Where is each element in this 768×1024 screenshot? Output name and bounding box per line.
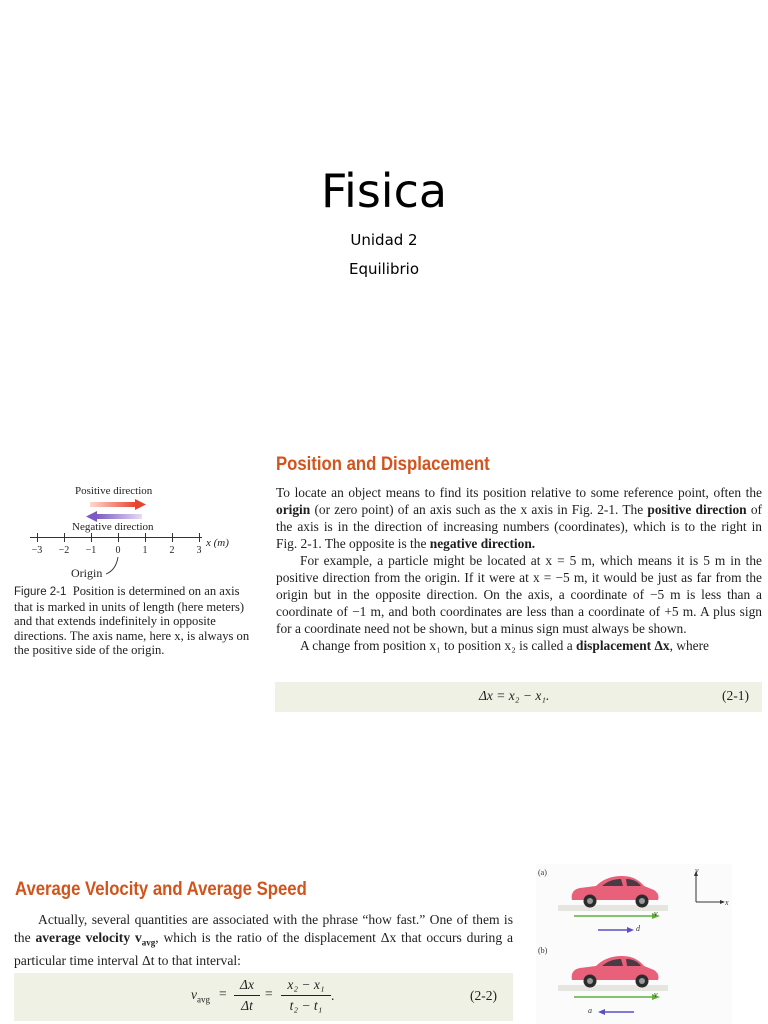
axis-tick-label: 0: [115, 545, 121, 556]
term-negative-direction: negative direction.: [429, 536, 536, 551]
displacement-label-a: d: [636, 924, 640, 933]
axis-tick-label: −2: [58, 545, 70, 556]
velocity-arrow-b-icon: [574, 992, 660, 1002]
axis-tick: [91, 533, 92, 542]
equation-lhs: $v_{avg}$: [191, 987, 210, 1005]
velocity-label-a: v: [654, 909, 658, 918]
velocity-label-b: v: [654, 990, 658, 999]
axis-tick-label: 1: [142, 545, 148, 556]
negative-direction-label: Negative direction: [72, 521, 154, 533]
equation-number: (2-2): [470, 988, 497, 1003]
fraction2-numerator: x₂ − x₁: [287, 977, 325, 992]
velocity-body-text: [14, 911, 513, 969]
position-axis: [30, 537, 202, 538]
section-heading-velocity: Average Velocity and Average Speed: [15, 879, 307, 900]
term-origin: origin: [276, 502, 311, 517]
axis-name-label: x (m): [206, 537, 229, 549]
axis-tick: [37, 533, 38, 542]
fraction1-denominator: Δt: [241, 998, 253, 1013]
axis-tick-label: 3: [196, 545, 202, 556]
fraction1-numerator: Δx: [240, 977, 254, 992]
section-heading-position: Position and Displacement: [276, 454, 490, 475]
fraction2-denominator: t₂ − t₁: [289, 998, 323, 1013]
positive-direction-arrow-icon: [90, 499, 146, 511]
y-axis-label: y: [695, 866, 699, 875]
paragraph: For example, a particle might be located at x = 5 m, which means it is 5 m in the positive direction from the origin. If it were at x = −5 m, it would be just as far from the origin but in the opposite direction. On the axis, a coordinate of −5 m is less than a coordinate of −1 m, and both coordinates are less than a coordinate of +5 m. A plus sign for a coordinate need not be shown, but a minus sign must always be shown.: [276, 553, 762, 636]
origin-pointer-icon: [104, 556, 122, 576]
acceleration-arrow-b-icon: [598, 1008, 634, 1016]
displacement-arrow-a-icon: [598, 926, 634, 934]
axis-tick: [199, 533, 200, 542]
term-displacement: displacement Δx: [576, 638, 670, 653]
axis-tick-label: 2: [169, 545, 175, 556]
equation-period: .: [331, 988, 335, 1003]
axis-tick-label: −1: [85, 545, 97, 556]
position-body-text: [276, 484, 762, 654]
velocity-arrow-a-icon: [574, 911, 660, 921]
equals-sign: =: [219, 986, 227, 1001]
figure-caption: [14, 584, 254, 658]
car-a-icon: [566, 872, 662, 912]
slide-title: Fisica: [320, 164, 448, 218]
paragraph: Actually, several quantities are associated with the phrase “how fast.” One of them is the average velocity $v_{avg}$, which is the ratio of the displacement Δx that occurs during a particular time interval Δt to that interval:: [14, 912, 514, 968]
equals-sign: =: [265, 986, 273, 1001]
axis-tick: [64, 533, 65, 542]
fraction2-bar: [281, 995, 331, 996]
acceleration-label-b: a: [588, 1006, 592, 1015]
panel-label-b: (b): [538, 946, 548, 955]
slide-subtitle-topic: Equilibrio: [348, 260, 420, 278]
fraction1-bar: [234, 995, 260, 996]
equation-number: (2-1): [722, 688, 749, 703]
axis-tick: [145, 533, 146, 542]
panel-label-a: (a): [538, 868, 547, 877]
origin-label: Origin: [71, 566, 103, 580]
x-axis-label: x: [725, 898, 729, 907]
car-b-icon: [566, 952, 662, 992]
equation-displacement: Δx = x₂ − x₁.: [479, 688, 550, 703]
term-positive-direction: positive direction: [647, 502, 747, 517]
figure-caption-number: Figure 2-1: [14, 586, 67, 598]
term-average-velocity: average velocity $v_{avg}$: [35, 929, 156, 948]
axis-tick-label: −3: [31, 545, 43, 556]
axis-tick: [118, 533, 119, 542]
paragraph: A change from position x₁ to position x₂ is called a displacement Δx, where: [300, 638, 709, 653]
axis-tick: [172, 533, 173, 542]
paragraph: To locate an object means to find its position relative to some reference point, often the origin (or zero point) of an axis such as the x axis in Fig. 2-1. The positive direction of the axis is in the direction of increasing numbers (coordinates), which is to the right in Fig. 2-1. The opposite is the negative direction.: [276, 485, 762, 551]
figure-caption-text: Position is determined on an axis that is marked in units of length (here meters) and that extends indefinitely in opposite directions. The axis name, here x, is always on the positive side of the origin.: [14, 584, 250, 657]
slide-subtitle-unit: Unidad 2: [350, 231, 418, 249]
equation-box-2-2: [14, 973, 513, 1021]
positive-direction-label: Positive direction: [75, 485, 153, 497]
